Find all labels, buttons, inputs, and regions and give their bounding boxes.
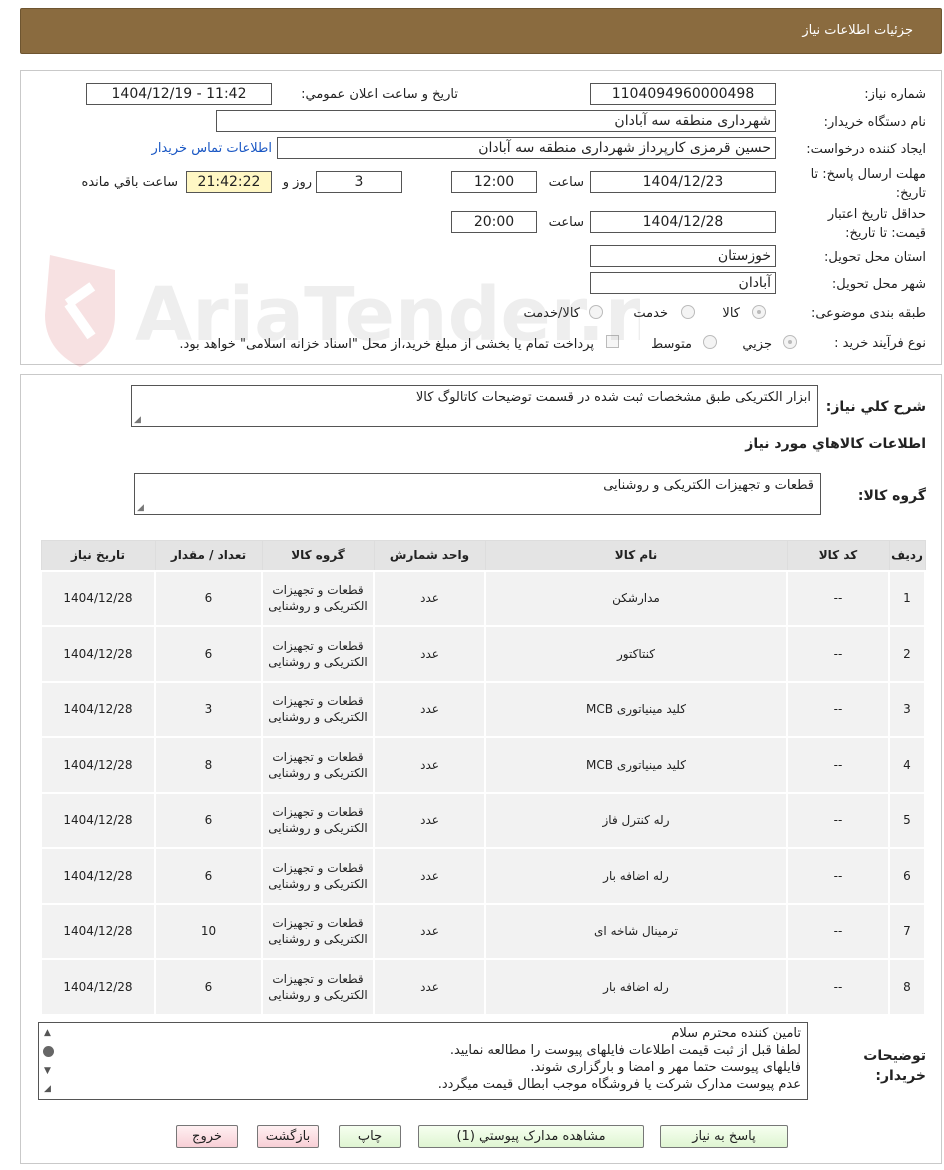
- announce-label: تاریخ و ساعت اعلان عمومي:: [301, 87, 458, 102]
- cell-group: قطعات و تجهیزات الکتریکی و روشنایی: [262, 848, 374, 904]
- table-row: [41, 626, 925, 682]
- remaining-label: ساعت باقي مانده: [81, 175, 178, 190]
- goods-group-text: قطعات و تجهیزات الکتریکی و روشنایی: [603, 478, 814, 493]
- cell-group: قطعات و تجهیزات الکتریکی و روشنایی: [262, 959, 374, 1015]
- cell-date: 1404/12/28: [41, 848, 155, 904]
- cell-date: 1404/12/28: [41, 793, 155, 849]
- cell-row: 7: [889, 904, 925, 960]
- treasury-payment-checkbox[interactable]: [606, 335, 619, 348]
- need-number-field: 1104094960000498: [590, 83, 776, 105]
- cell-unit: عدد: [374, 682, 485, 738]
- goods-group-label: گروه کالا:: [857, 488, 926, 504]
- category-label: طبقه بندی موضوعی:: [810, 306, 926, 321]
- cell-code: --: [787, 682, 889, 738]
- cell-date: 1404/12/28: [41, 571, 155, 627]
- deadline-time-label: ساعت: [548, 175, 584, 190]
- scroll-down-icon[interactable]: ▼: [44, 1066, 51, 1076]
- col-header-group: گروه کالا: [262, 541, 374, 571]
- cell-name: مدارشکن: [485, 571, 787, 627]
- col-header-date: تاریخ نیاز: [41, 541, 155, 571]
- back-button[interactable]: بازگشت: [257, 1125, 319, 1148]
- cell-row: 2: [889, 626, 925, 682]
- cell-quantity: 6: [155, 959, 262, 1015]
- validity-time-label: ساعت: [548, 215, 584, 230]
- cell-group: قطعات و تجهیزات الکتریکی و روشنایی: [262, 793, 374, 849]
- validity-time-field: 20:00: [451, 211, 537, 233]
- cell-group: قطعات و تجهیزات الکتریکی و روشنایی: [262, 571, 374, 627]
- col-header-quantity: تعداد / مقدار: [155, 541, 262, 571]
- summary-label: شرح کلي نیاز:: [825, 399, 926, 415]
- deadline-date-field: 1404/12/23: [590, 171, 776, 193]
- city-field: آبادان: [590, 272, 776, 294]
- process-radio-medium[interactable]: [703, 335, 717, 349]
- announce-field: 1404/12/19 - 11:42: [86, 83, 272, 105]
- cell-name: کلید مینیاتوری MCB: [485, 737, 787, 793]
- process-option-minor: جزیي: [742, 337, 772, 352]
- cell-row: 8: [889, 959, 925, 1015]
- province-label: استان محل تحویل:: [824, 250, 926, 265]
- creator-label: ایجاد کننده درخواست:: [806, 142, 926, 157]
- cell-unit: عدد: [374, 626, 485, 682]
- cell-group: قطعات و تجهیزات الکتریکی و روشنایی: [262, 737, 374, 793]
- category-option-service: خدمت: [633, 306, 668, 321]
- cell-quantity: 6: [155, 571, 262, 627]
- cell-unit: عدد: [374, 959, 485, 1015]
- cell-code: --: [787, 793, 889, 849]
- category-radio-service[interactable]: [681, 305, 695, 319]
- cell-quantity: 3: [155, 682, 262, 738]
- table-row: [41, 793, 925, 849]
- summary-text: ابزار الکتریکی طبق مشخصات ثبت شده در قسمت توضیحات کاتالوگ کالا: [415, 390, 811, 405]
- cell-row: 6: [889, 848, 925, 904]
- category-option-goods: کالا: [722, 306, 740, 321]
- print-button[interactable]: چاپ: [339, 1125, 401, 1148]
- cell-row: 5: [889, 793, 925, 849]
- cell-date: 1404/12/28: [41, 682, 155, 738]
- col-header-row: ردیف: [889, 541, 925, 571]
- process-label: نوع فرآیند خرید :: [834, 336, 926, 351]
- deadline-time-field: 12:00: [451, 171, 537, 193]
- remaining-time-field: 21:42:22: [186, 171, 272, 193]
- buyer-label: نام دستگاه خریدار:: [823, 115, 926, 130]
- resize-grip-icon[interactable]: ◢: [44, 1084, 51, 1094]
- category-option-goods-service: کالا/خدمت: [523, 306, 580, 321]
- col-header-code: کد کالا: [787, 541, 889, 571]
- cell-code: --: [787, 959, 889, 1015]
- goods-group-textarea[interactable]: [134, 473, 821, 515]
- city-label: شهر محل تحویل:: [831, 277, 926, 292]
- cell-code: --: [787, 848, 889, 904]
- notes-scrollbar[interactable]: [40, 1026, 58, 1098]
- cell-row: 4: [889, 737, 925, 793]
- page-header: [20, 8, 942, 54]
- cell-code: --: [787, 626, 889, 682]
- need-number-label: شماره نیاز:: [864, 87, 926, 102]
- cell-name: رله کنترل فاز: [485, 793, 787, 849]
- buyer-note-line: عدم پیوست مدارک شرکت یا فروشگاه موجب ابطال قیمت میگردد.: [437, 1077, 801, 1092]
- buyer-note-line: فایلهای پیوست حتما مهر و امضا و بارگزاری شوند.: [530, 1060, 801, 1075]
- scroll-up-icon[interactable]: ▲: [44, 1028, 51, 1038]
- cell-unit: عدد: [374, 793, 485, 849]
- table-row: [41, 571, 925, 627]
- scroll-thumb[interactable]: [43, 1046, 54, 1057]
- creator-field: حسین قرمزی کارپرداز شهرداری منطقه سه آبادان: [277, 137, 776, 159]
- cell-unit: عدد: [374, 904, 485, 960]
- process-radio-minor[interactable]: [783, 335, 797, 349]
- cell-unit: عدد: [374, 737, 485, 793]
- deadline-label: مهلت ارسال پاسخ: تا تاریخ:: [810, 167, 926, 201]
- cell-code: --: [787, 571, 889, 627]
- table-row: [41, 737, 925, 793]
- cell-row: 3: [889, 682, 925, 738]
- table-row: [41, 959, 925, 1015]
- cell-row: 1: [889, 571, 925, 627]
- reply-button[interactable]: پاسخ به نیاز: [660, 1125, 788, 1148]
- cell-code: --: [787, 737, 889, 793]
- buyer-contact-link[interactable]: اطلاعات تماس خریدار: [151, 141, 272, 156]
- buyer-notes-label: توضیحات خریدار:: [863, 1048, 926, 1084]
- cell-group: قطعات و تجهیزات الکتریکی و روشنایی: [262, 682, 374, 738]
- cell-quantity: 6: [155, 793, 262, 849]
- process-option-medium: متوسط: [651, 337, 692, 352]
- cell-unit: عدد: [374, 848, 485, 904]
- cell-unit: عدد: [374, 571, 485, 627]
- col-header-unit: واحد شمارش: [374, 541, 485, 571]
- cell-quantity: 6: [155, 626, 262, 682]
- cell-name: رله اضافه بار: [485, 848, 787, 904]
- cell-quantity: 6: [155, 848, 262, 904]
- table-header-row: [41, 541, 925, 571]
- cell-date: 1404/12/28: [41, 904, 155, 960]
- buyer-notes-textarea[interactable]: [38, 1022, 808, 1100]
- summary-textarea[interactable]: [131, 385, 818, 427]
- cell-group: قطعات و تجهیزات الکتریکی و روشنایی: [262, 904, 374, 960]
- validity-label: حداقل تاریخ اعتبار قیمت: تا تاریخ:: [827, 207, 926, 241]
- category-radio-goods-service[interactable]: [589, 305, 603, 319]
- exit-button[interactable]: خروج: [176, 1125, 238, 1148]
- treasury-payment-note: پرداخت تمام یا بخشی از مبلغ خرید،از محل "اسناد خزانه اسلامی" خواهد بود.: [179, 337, 594, 352]
- buyer-note-line: لطفا قبل از ثبت قیمت اطلاعات فایلهای پیوست را مطالعه نمایید.: [449, 1043, 801, 1058]
- cell-group: قطعات و تجهیزات الکتریکی و روشنایی: [262, 626, 374, 682]
- table-row: [41, 848, 925, 904]
- table-row: [41, 904, 925, 960]
- province-field: خوزستان: [590, 245, 776, 267]
- buyer-field: شهرداری منطقه سه آبادان: [216, 110, 776, 132]
- cell-name: رله اضافه بار: [485, 959, 787, 1015]
- view-attachments-button[interactable]: مشاهده مدارک پیوستي (1): [418, 1125, 644, 1148]
- validity-date-field: 1404/12/28: [590, 211, 776, 233]
- cell-name: کنتاکتور: [485, 626, 787, 682]
- cell-name: ترمینال شاخه ای: [485, 904, 787, 960]
- days-field: 3: [316, 171, 402, 193]
- cell-quantity: 10: [155, 904, 262, 960]
- days-label: روز و: [282, 175, 312, 190]
- resize-grip-icon[interactable]: ◢: [134, 415, 141, 425]
- col-header-name: نام کالا: [485, 541, 787, 571]
- cell-code: --: [787, 904, 889, 960]
- goods-table: [40, 540, 926, 1016]
- table-row: [41, 682, 925, 738]
- category-radio-goods[interactable]: [752, 305, 766, 319]
- goods-info-title: اطلاعات کالاهاي مورد نیاز: [745, 436, 926, 452]
- cell-date: 1404/12/28: [41, 626, 155, 682]
- cell-name: کلید مینیاتوری MCB: [485, 682, 787, 738]
- cell-date: 1404/12/28: [41, 737, 155, 793]
- cell-date: 1404/12/28: [41, 959, 155, 1015]
- resize-grip-icon[interactable]: ◢: [137, 503, 144, 513]
- cell-quantity: 8: [155, 737, 262, 793]
- page-title: جزئیات اطلاعات نیاز: [802, 23, 913, 38]
- buyer-note-line: تامین کننده محترم سلام: [671, 1026, 801, 1041]
